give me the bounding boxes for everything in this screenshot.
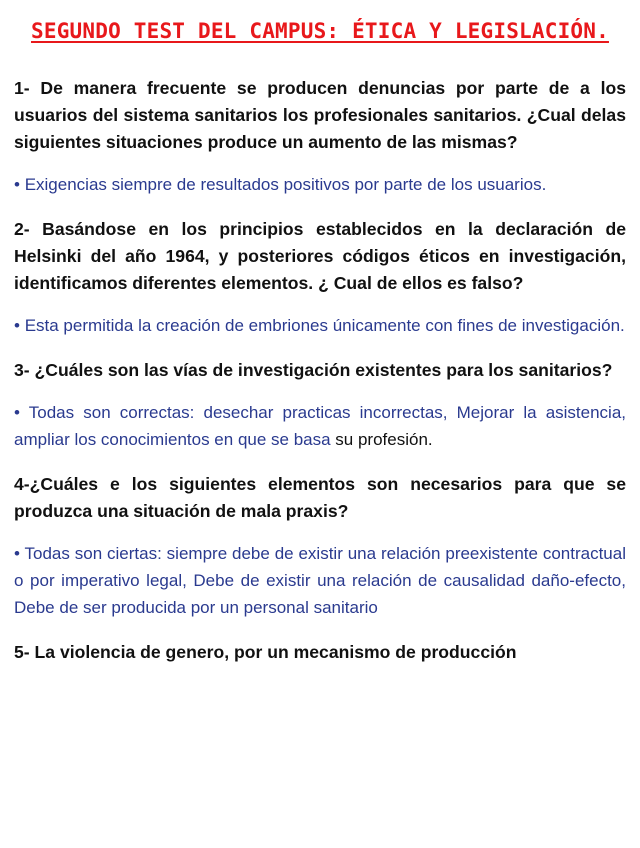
bullet-icon: • (14, 316, 20, 335)
question-5: 5- La violencia de genero, por un mecanismo de producción (14, 642, 517, 662)
answer-text-1: Exigencias siempre de resultados positivos por parte de los usuarios. (24, 175, 547, 194)
answer-4 (14, 540, 626, 621)
document-page (14, 14, 626, 681)
qa-item-2 (14, 216, 626, 339)
question-2: 2- Basándose en los principios establecidos en la declaración de Helsinki del año 1964, y posteriores códigos éticos en investigación, identificamos diferentes elementos. ¿ Cual de ellos es falso? (14, 219, 626, 293)
page-title: SEGUNDO TEST DEL CAMPUS: ÉTICA Y LEGISLACIÓN. (31, 19, 609, 43)
question-4: 4-¿Cuáles e los siguientes elementos son necesarios para que se produzca una situación de mala praxis? (14, 474, 626, 521)
answer-3 (14, 399, 626, 453)
question-1: 1- De manera frecuente se producen denuncias por parte de a los usuarios del sistema sanitarios los profesionales sanitarios. ¿Cual delas siguientes situaciones produce un aumento de las mismas? (14, 78, 626, 152)
qa-item-3 (14, 357, 626, 453)
answer-text-4: Todas son ciertas: siempre debe de existir una relación preexistente contractual o por imperativo legal, Debe de existir una relación de causalidad daño-efecto, Debe de ser producida por un personal sanitario (14, 544, 626, 617)
answer-1 (14, 171, 626, 198)
qa-item-1 (14, 75, 626, 198)
answer-text-2: Esta permitida la creación de embriones únicamente con fines de investigación. (24, 316, 625, 335)
answer-text-3: Todas son correctas: desechar practicas incorrectas, Mejorar la asistencia, ampliar los conocimientos en que se basa (14, 403, 627, 449)
bullet-icon: • (14, 403, 20, 422)
qa-item-5 (14, 639, 626, 666)
answer-2 (14, 312, 626, 339)
qa-item-4 (14, 471, 626, 621)
bullet-icon: • (14, 175, 20, 194)
question-3: 3- ¿Cuáles son las vías de investigación existentes para los sanitarios? (14, 360, 613, 380)
answer-rest-3: su profesión. (330, 430, 433, 449)
bullet-icon: • (14, 544, 20, 563)
